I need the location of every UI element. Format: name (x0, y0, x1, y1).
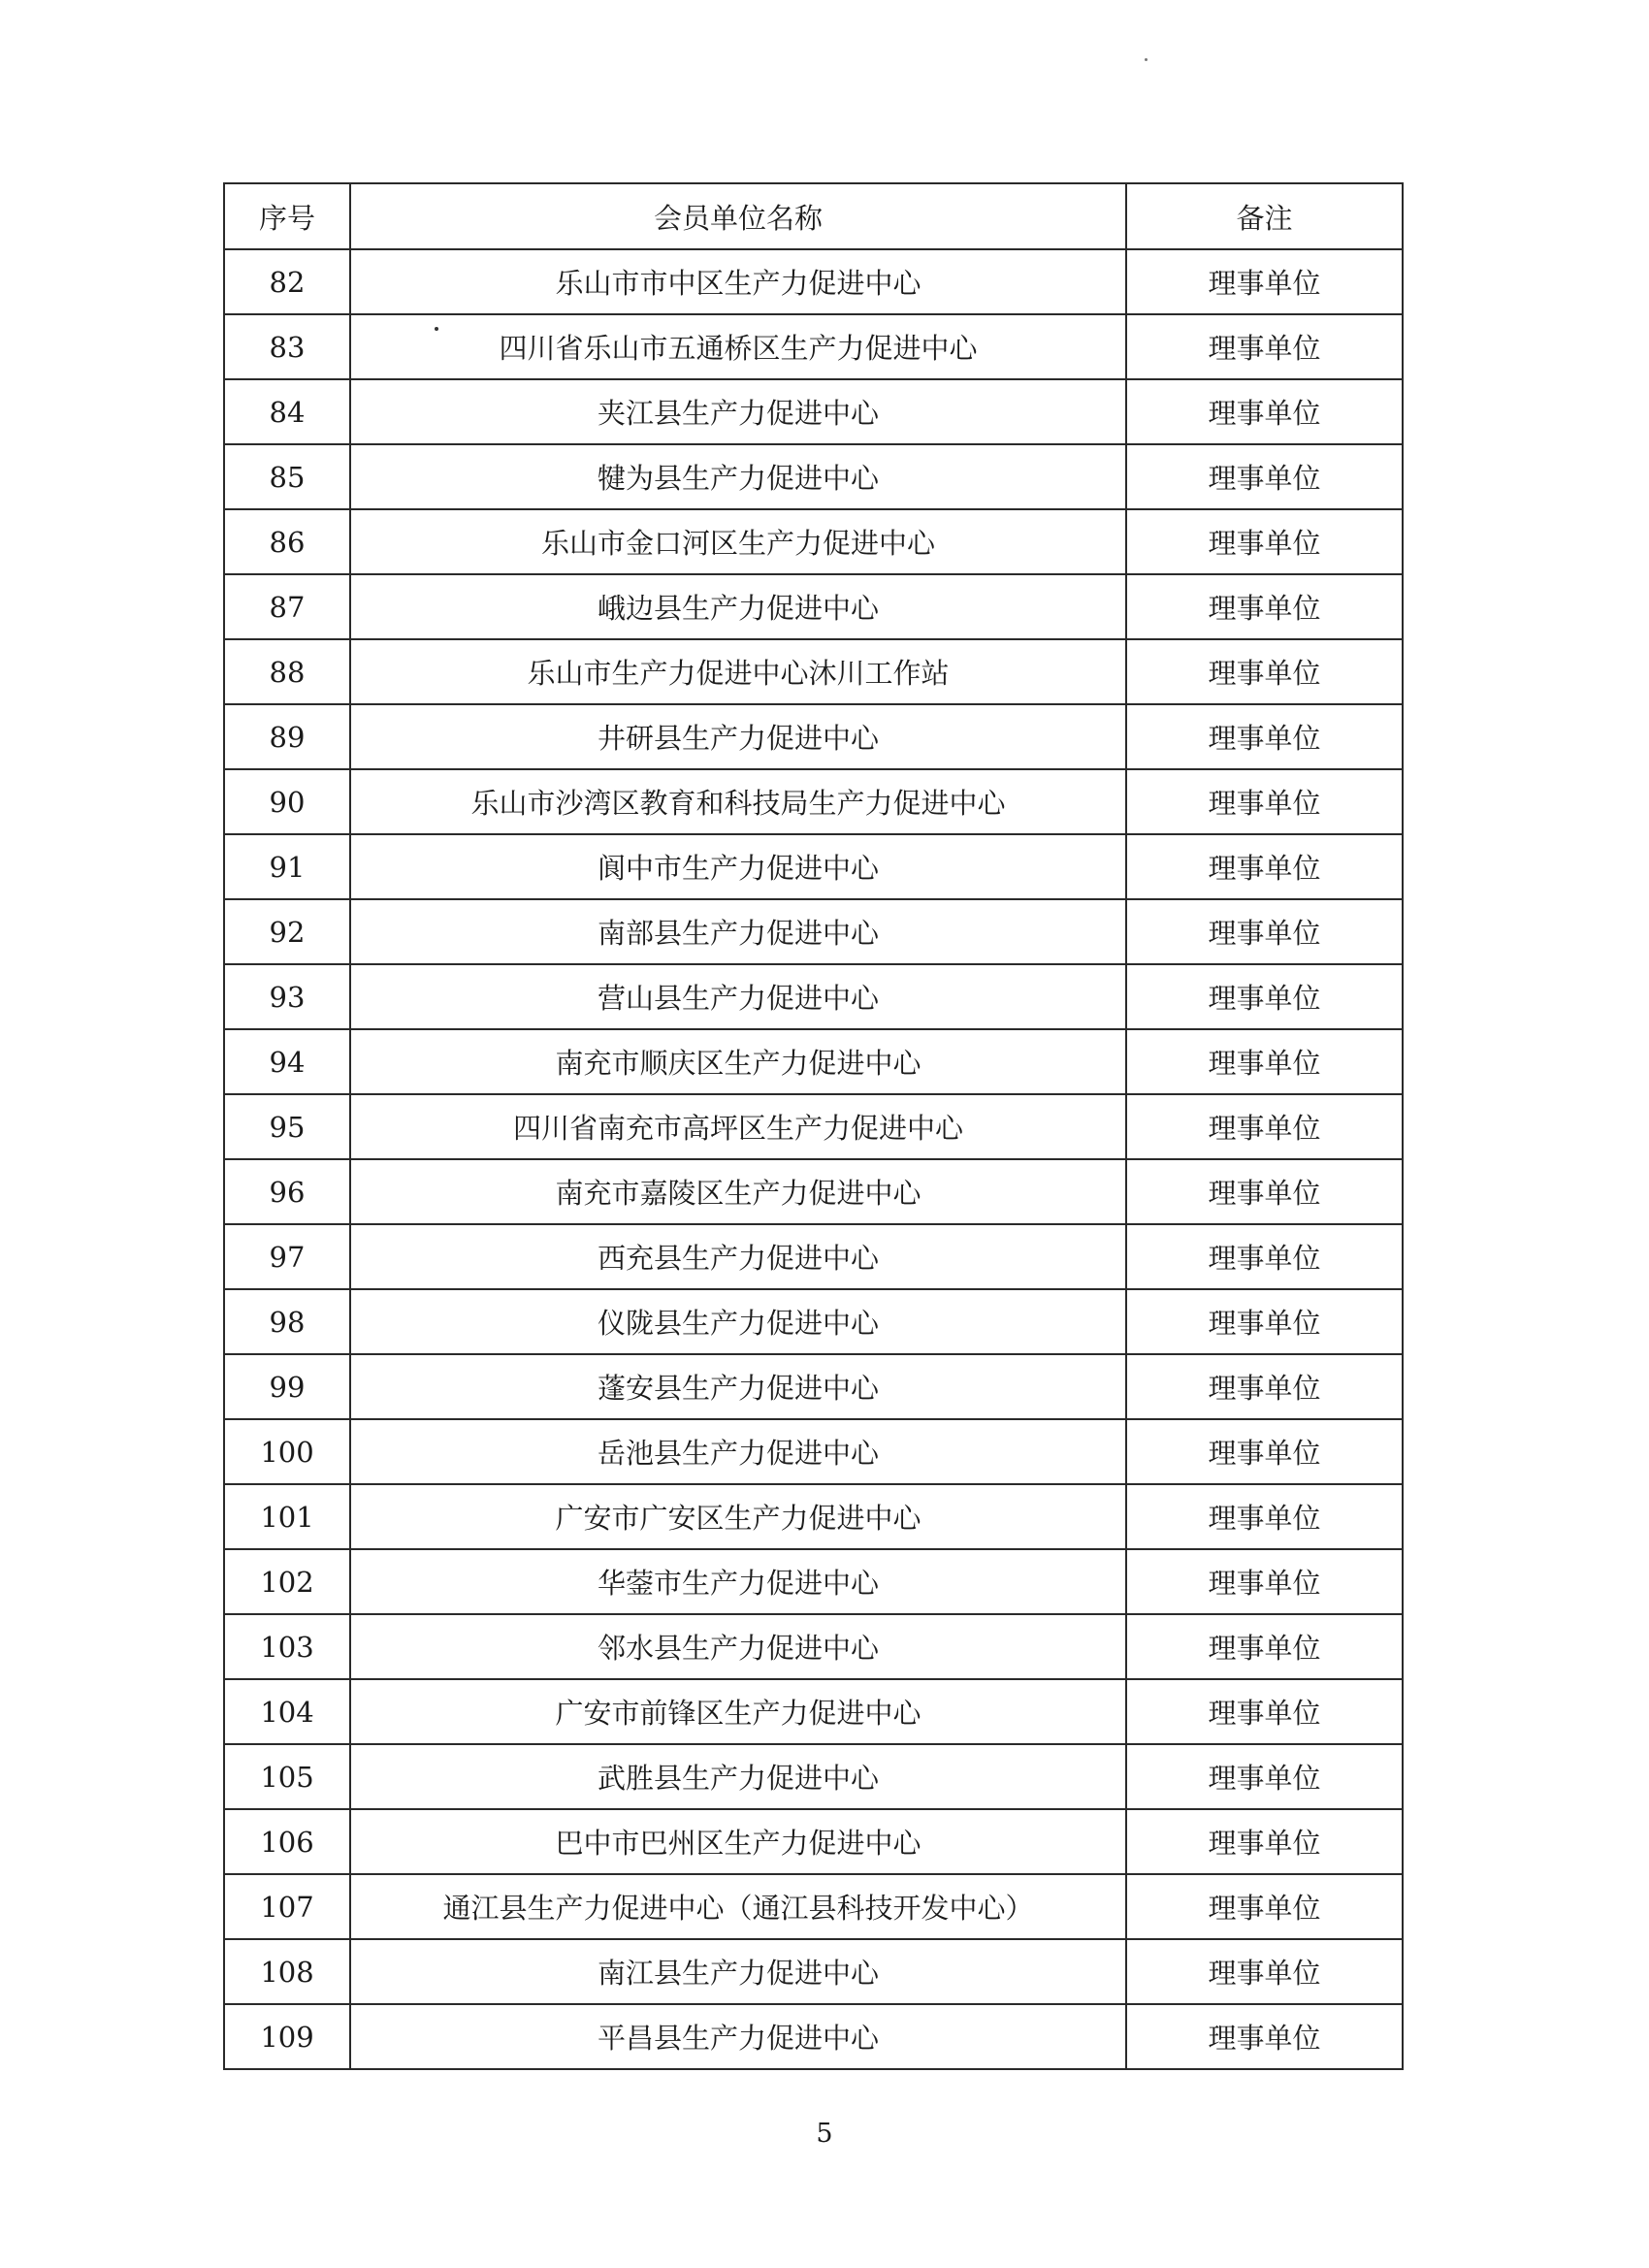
cell-member-name: 夹江县生产力促进中心 (350, 379, 1126, 444)
table-row (224, 314, 1403, 379)
cell-member-name: 广安市广安区生产力促进中心 (350, 1484, 1126, 1549)
cell-serial-number: 109 (224, 2004, 350, 2069)
cell-member-name: 四川省南充市高坪区生产力促进中心 (350, 1094, 1126, 1159)
table-row (224, 1744, 1403, 1809)
cell-member-name: 西充县生产力促进中心 (350, 1224, 1126, 1289)
table-row (224, 1809, 1403, 1874)
cell-serial-number: 105 (224, 1744, 350, 1809)
cell-remarks: 理事单位 (1126, 1549, 1403, 1614)
cell-remarks: 理事单位 (1126, 249, 1403, 314)
table-row (224, 834, 1403, 899)
table-row (224, 639, 1403, 704)
table-row (224, 1159, 1403, 1224)
cell-remarks: 理事单位 (1126, 314, 1403, 379)
cell-serial-number: 82 (224, 249, 350, 314)
table-row (224, 1094, 1403, 1159)
cell-member-name: 南充市顺庆区生产力促进中心 (350, 1029, 1126, 1094)
cell-remarks: 理事单位 (1126, 834, 1403, 899)
cell-remarks: 理事单位 (1126, 704, 1403, 769)
cell-serial-number: 87 (224, 574, 350, 639)
table-row (224, 1224, 1403, 1289)
cell-remarks: 理事单位 (1126, 1809, 1403, 1874)
table-row (224, 704, 1403, 769)
cell-remarks: 理事单位 (1126, 769, 1403, 834)
cell-serial-number: 99 (224, 1354, 350, 1419)
table-header-row (224, 183, 1403, 249)
cell-member-name: 峨边县生产力促进中心 (350, 574, 1126, 639)
cell-member-name: 华蓥市生产力促进中心 (350, 1549, 1126, 1614)
cell-remarks: 理事单位 (1126, 1939, 1403, 2004)
cell-serial-number: 106 (224, 1809, 350, 1874)
cell-remarks: 理事单位 (1126, 1354, 1403, 1419)
cell-serial-number: 102 (224, 1549, 350, 1614)
table-row (224, 1874, 1403, 1939)
cell-serial-number: 85 (224, 444, 350, 509)
cell-remarks: 理事单位 (1126, 639, 1403, 704)
cell-serial-number: 95 (224, 1094, 350, 1159)
cell-remarks: 理事单位 (1126, 1159, 1403, 1224)
cell-member-name: 乐山市沙湾区教育和科技局生产力促进中心 (350, 769, 1126, 834)
cell-serial-number: 93 (224, 964, 350, 1029)
table-row (224, 379, 1403, 444)
cell-member-name: 营山县生产力促进中心 (350, 964, 1126, 1029)
cell-member-name: 岳池县生产力促进中心 (350, 1419, 1126, 1484)
cell-remarks: 理事单位 (1126, 379, 1403, 444)
cell-member-name: 南充市嘉陵区生产力促进中心 (350, 1159, 1126, 1224)
table-row (224, 444, 1403, 509)
cell-remarks: 理事单位 (1126, 1419, 1403, 1484)
table-row (224, 1289, 1403, 1354)
cell-serial-number: 92 (224, 899, 350, 964)
cell-member-name: 巴中市巴州区生产力促进中心 (350, 1809, 1126, 1874)
cell-serial-number: 107 (224, 1874, 350, 1939)
cell-remarks: 理事单位 (1126, 1094, 1403, 1159)
cell-member-name: 蓬安县生产力促进中心 (350, 1354, 1126, 1419)
cell-remarks: 理事单位 (1126, 1679, 1403, 1744)
cell-member-name: 乐山市金口河区生产力促进中心 (350, 509, 1126, 574)
header-member-name: 会员单位名称 (350, 183, 1126, 249)
cell-member-name: 邻水县生产力促进中心 (350, 1614, 1126, 1679)
cell-member-name: 南江县生产力促进中心 (350, 1939, 1126, 2004)
cell-remarks: 理事单位 (1126, 509, 1403, 574)
cell-serial-number: 101 (224, 1484, 350, 1549)
table-row (224, 1029, 1403, 1094)
table-row (224, 769, 1403, 834)
cell-serial-number: 108 (224, 1939, 350, 2004)
cell-member-name: 犍为县生产力促进中心 (350, 444, 1126, 509)
cell-member-name: 仪陇县生产力促进中心 (350, 1289, 1126, 1354)
cell-member-name: 平昌县生产力促进中心 (350, 2004, 1126, 2069)
scan-speck (435, 327, 438, 331)
table-row (224, 249, 1403, 314)
cell-member-name: 武胜县生产力促进中心 (350, 1744, 1126, 1809)
header-serial-number: 序号 (224, 183, 350, 249)
cell-member-name: 广安市前锋区生产力促进中心 (350, 1679, 1126, 1744)
cell-remarks: 理事单位 (1126, 1029, 1403, 1094)
cell-serial-number: 86 (224, 509, 350, 574)
cell-remarks: 理事单位 (1126, 964, 1403, 1029)
cell-serial-number: 98 (224, 1289, 350, 1354)
cell-serial-number: 83 (224, 314, 350, 379)
table-row (224, 1419, 1403, 1484)
table-row (224, 509, 1403, 574)
table-row (224, 1614, 1403, 1679)
table-row (224, 1549, 1403, 1614)
cell-member-name: 乐山市生产力促进中心沐川工作站 (350, 639, 1126, 704)
cell-remarks: 理事单位 (1126, 1614, 1403, 1679)
table-row (224, 1484, 1403, 1549)
table-row (224, 964, 1403, 1029)
cell-serial-number: 90 (224, 769, 350, 834)
cell-remarks: 理事单位 (1126, 574, 1403, 639)
cell-serial-number: 88 (224, 639, 350, 704)
cell-serial-number: 89 (224, 704, 350, 769)
table-row (224, 899, 1403, 964)
cell-serial-number: 84 (224, 379, 350, 444)
table-row (224, 1354, 1403, 1419)
cell-serial-number: 96 (224, 1159, 350, 1224)
cell-remarks: 理事单位 (1126, 1484, 1403, 1549)
cell-remarks: 理事单位 (1126, 1744, 1403, 1809)
cell-member-name: 井研县生产力促进中心 (350, 704, 1126, 769)
cell-remarks: 理事单位 (1126, 1874, 1403, 1939)
cell-member-name: 乐山市市中区生产力促进中心 (350, 249, 1126, 314)
cell-serial-number: 94 (224, 1029, 350, 1094)
cell-member-name: 南部县生产力促进中心 (350, 899, 1126, 964)
table-body (224, 249, 1403, 2069)
member-table (223, 182, 1404, 2070)
cell-remarks: 理事单位 (1126, 899, 1403, 964)
cell-remarks: 理事单位 (1126, 2004, 1403, 2069)
header-remarks: 备注 (1126, 183, 1403, 249)
table-row (224, 2004, 1403, 2069)
cell-serial-number: 103 (224, 1614, 350, 1679)
table-row (224, 1679, 1403, 1744)
page-number: 5 (816, 2119, 833, 2149)
cell-remarks: 理事单位 (1126, 1289, 1403, 1354)
cell-serial-number: 104 (224, 1679, 350, 1744)
cell-serial-number: 100 (224, 1419, 350, 1484)
cell-member-name: 通江县生产力促进中心（通江县科技开发中心） (350, 1874, 1126, 1939)
cell-member-name: 四川省乐山市五通桥区生产力促进中心 (350, 314, 1126, 379)
table-row (224, 1939, 1403, 2004)
scan-speck (1145, 58, 1148, 61)
cell-remarks: 理事单位 (1126, 1224, 1403, 1289)
cell-member-name: 阆中市生产力促进中心 (350, 834, 1126, 899)
cell-serial-number: 97 (224, 1224, 350, 1289)
cell-serial-number: 91 (224, 834, 350, 899)
cell-remarks: 理事单位 (1126, 444, 1403, 509)
table-row (224, 574, 1403, 639)
